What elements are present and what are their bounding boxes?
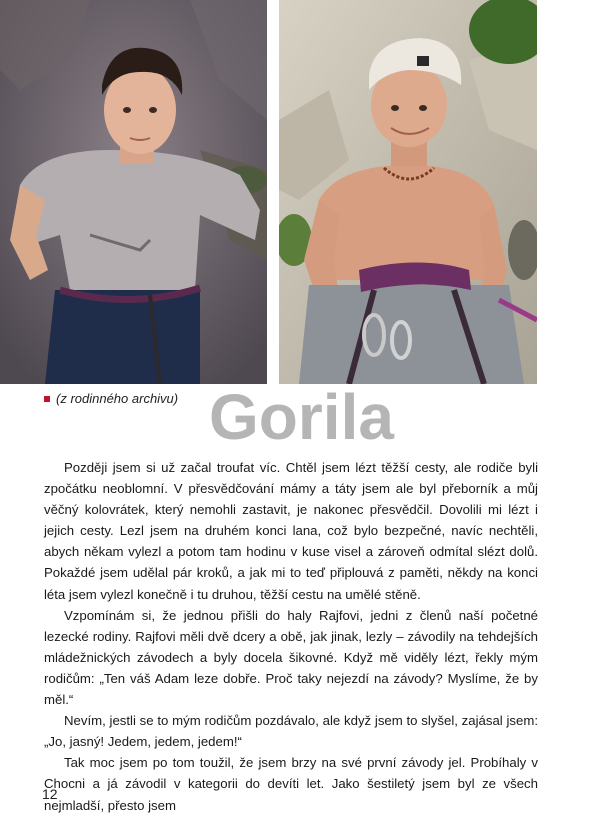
paragraph: Později jsem si už začal troufat víc. Chtěl jsem lézt těžší cesty, ale rodiče byli zpočátku neoblomní. V přesvědčování mámy a táty jsem ale byl přeborník a můj věčný kolovrátek, který nemohli zastavit, je nakonec přesvědčil. Dovolili mi lézt i jejich cesty. Lezl jsem na druhém konci lana, což bylo bezpečné, navíc nechtěli, abych někam vylezl a potom tam hodinu v kuse visel a zároveň odmítal slézt dolů. Pokaždé jsem udělal pár kroků, a jak mi to teď připlouvá z paměti, někdy na konci léta jsem vylezl konečně i tu druhou, těžší cestu na umělé stěně. — [44, 460, 538, 602]
page-number: 12 — [42, 786, 58, 802]
paragraph: Nevím, jestli se to mým rodičům pozdávalo, ale když jsem to slyšel, zajásal jsem: „Jo, jasný! Jedem, jedem, jedem!“ — [44, 713, 538, 750]
photo-boy-grey-shirt — [0, 0, 267, 384]
caption-text: (z rodinného archivu) — [56, 391, 179, 406]
photo-caption — [44, 391, 178, 406]
paragraph: Tak moc jsem po tom toužil, že jsem brzy na své první závody jel. Probíhaly v Chocni a já závodil v kategorii do devíti let. Jako šestiletý jsem byl ze všech nejmladší, přesto jsem — [44, 755, 538, 813]
paragraph: Vzpomínám si, že jednou přišli do haly Rajfovi, jedni z členů naší početné lezecké rodiny. Rajfovi měli dvě dcery a obě, jak jinak, lezly – závodily na tehdejších mládežnických závodech a byly docela šikovné. Když mě viděly lézt, řekly mým rodičům: „Ten váš Adam leze dobře. Proč taky nejezdí na závody? Myslíme, že by měl.“ — [44, 607, 538, 708]
photo-boy-with-cap — [279, 0, 537, 384]
body-text — [44, 457, 538, 816]
publisher-watermark: Gorila — [209, 381, 394, 453]
caption-bullet — [44, 396, 50, 402]
